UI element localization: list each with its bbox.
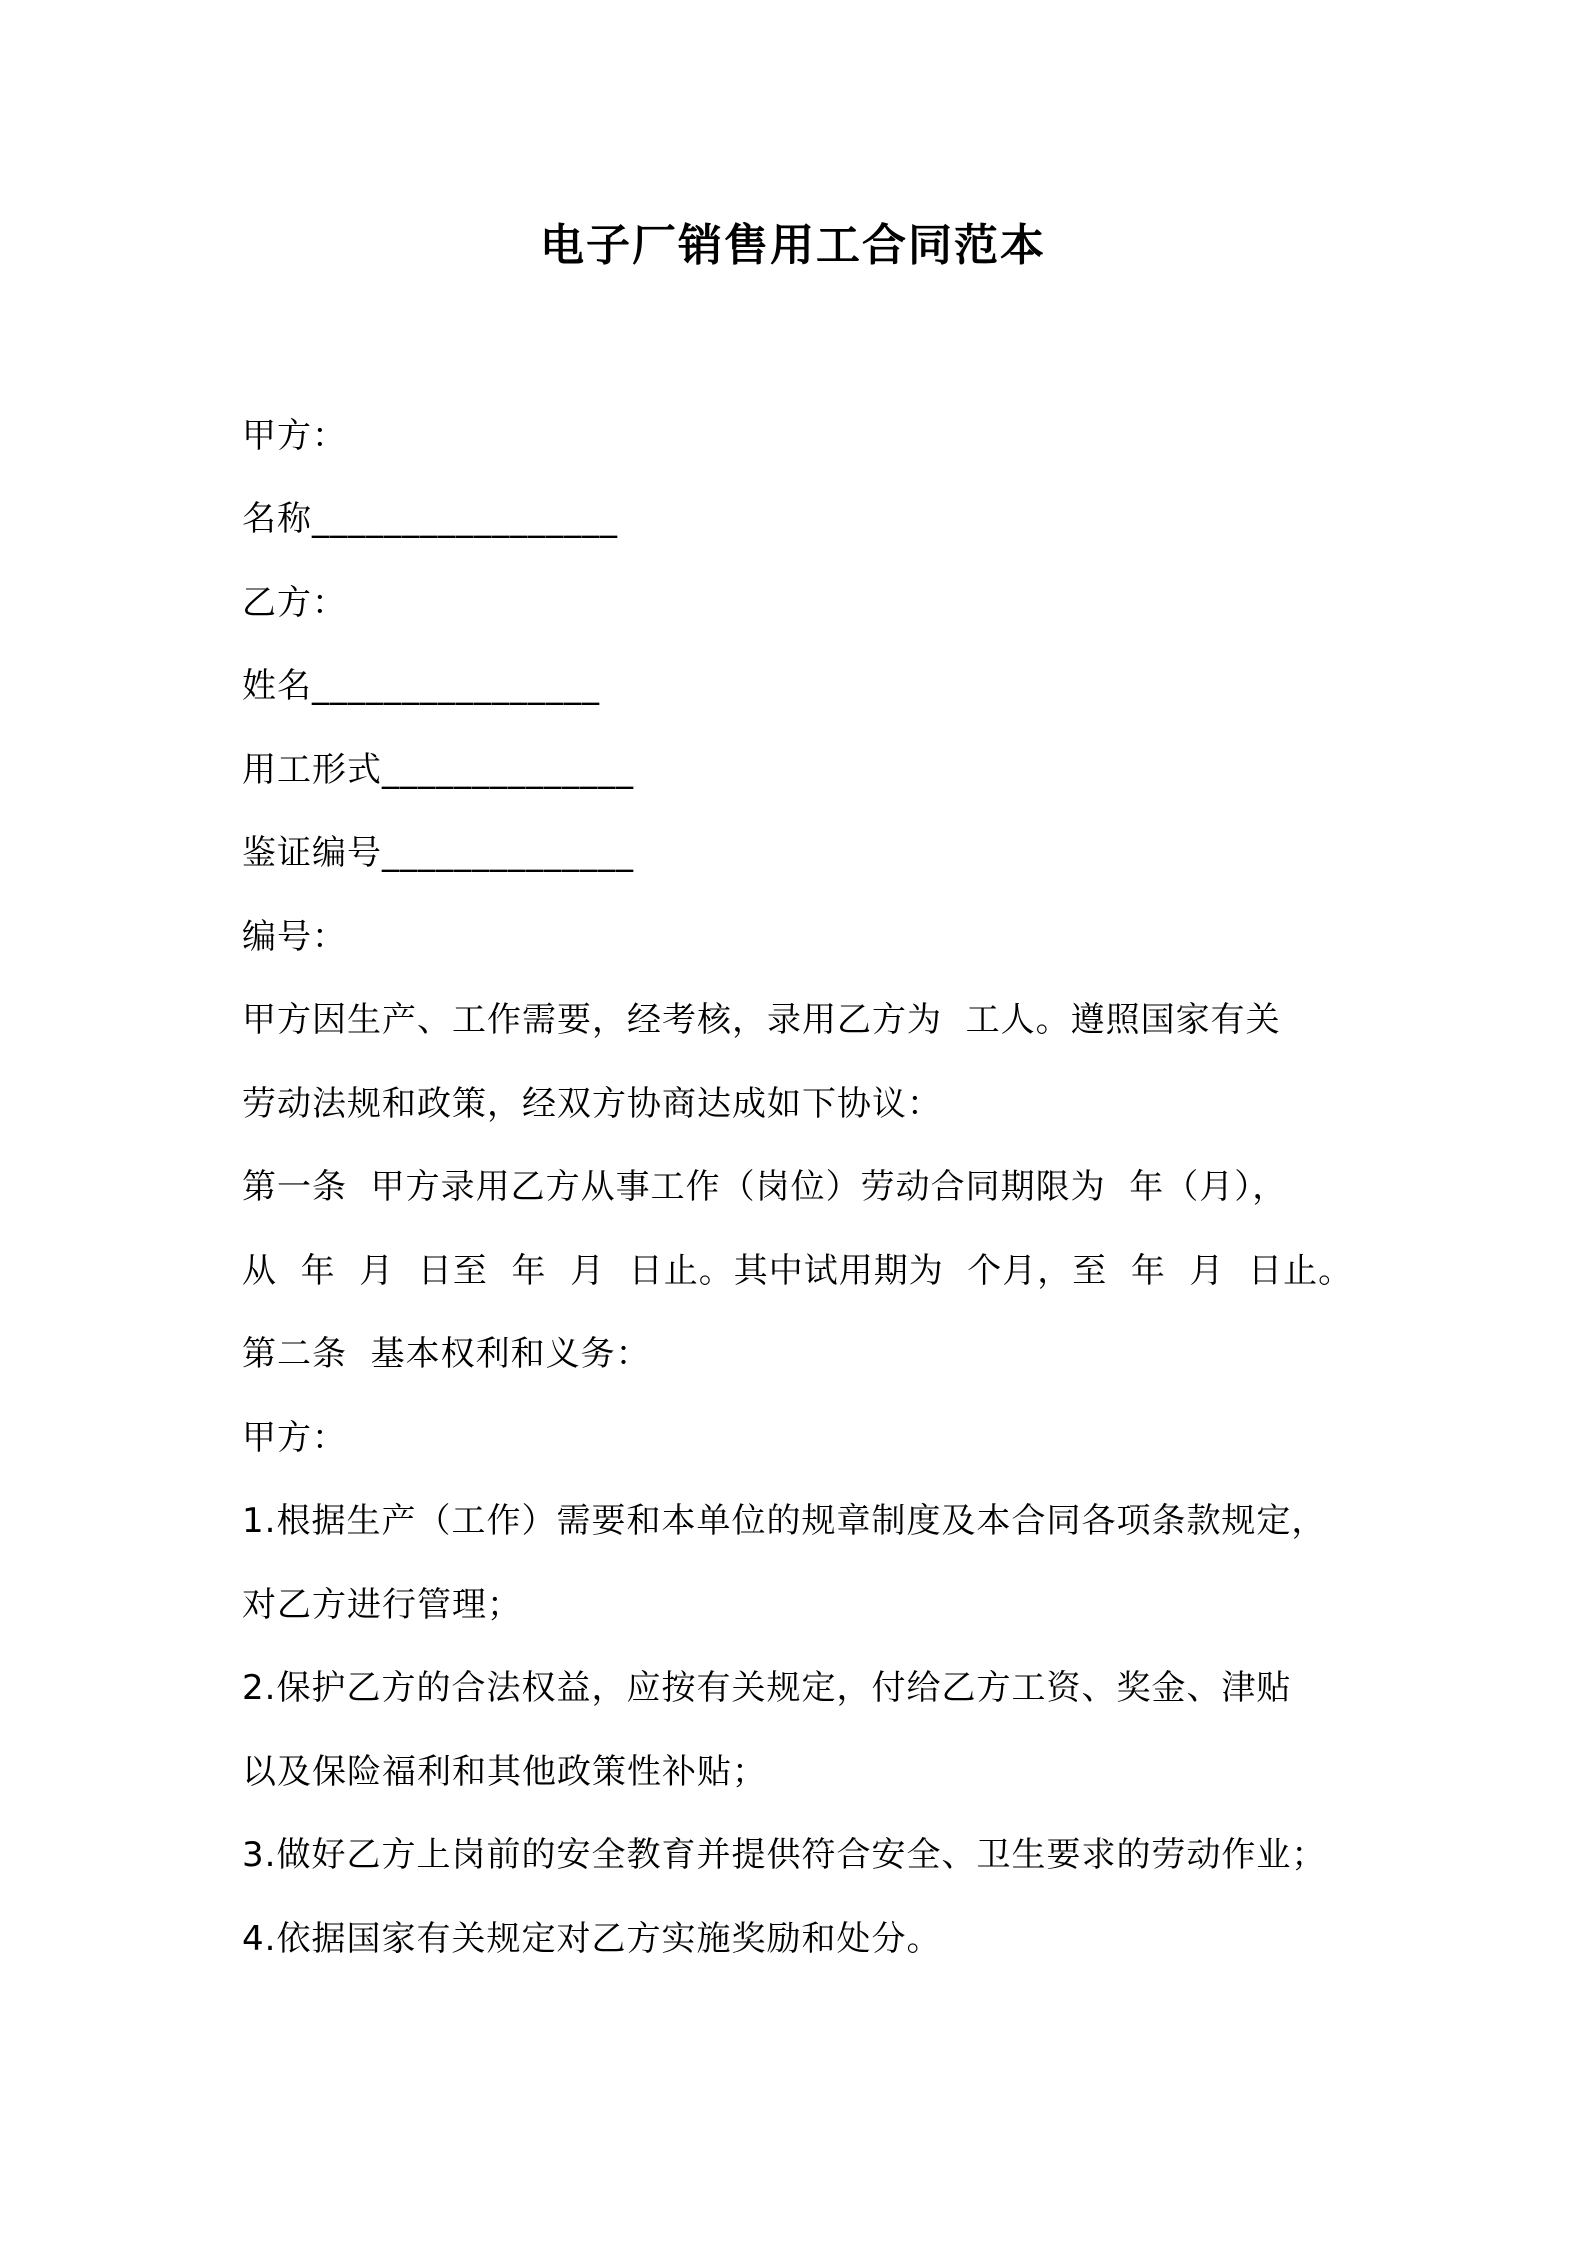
duty-2-line-2: 以及保险福利和其他政策性补贴；	[242, 1752, 767, 1792]
article-1-line-1: 第一条 甲方录用乙方从事工作（岗位）劳动合同期限为 年（月），	[242, 1167, 1288, 1207]
person-name-field: 姓名________________	[242, 666, 600, 706]
article-1-line-2: 从 年 月 日至 年 月 日止。其中试用期为 个月，至 年 月 日止。	[242, 1251, 1354, 1291]
name-field: 名称_________________	[242, 499, 618, 539]
duty-2-line-1: 2.保护乙方的合法权益，应按有关规定，付给乙方工资、奖金、津贴	[242, 1668, 1292, 1708]
party-b-label: 乙方：	[242, 583, 347, 623]
preamble-line-2: 劳动法规和政策，经双方协商达成如下协议：	[242, 1084, 942, 1124]
duty-1-line-2: 对乙方进行管理；	[242, 1585, 522, 1625]
employment-form-field: 用工形式______________	[242, 750, 634, 790]
document-title: 电子厂销售用工合同范本	[540, 220, 1046, 271]
duty-3: 3.做好乙方上岗前的安全教育并提供符合安全、卫生要求的劳动作业；	[242, 1835, 1327, 1875]
preamble-line-1: 甲方因生产、工作需要，经考核，录用乙方为 工人。遵照国家有关	[242, 1000, 1281, 1040]
article-2-heading: 第二条 基本权利和义务：	[242, 1334, 651, 1374]
party-a-duties-label: 甲方：	[242, 1418, 347, 1458]
duty-4: 4.依据国家有关规定对乙方实施奖励和处分。	[242, 1919, 942, 1959]
duty-1-line-1: 1.根据生产（工作）需要和本单位的规章制度及本合同各项条款规定，	[242, 1501, 1327, 1541]
party-a-label: 甲方：	[242, 416, 347, 456]
serial-no-label: 编号：	[242, 917, 347, 957]
verification-no-field: 鉴证编号______________	[242, 833, 634, 873]
